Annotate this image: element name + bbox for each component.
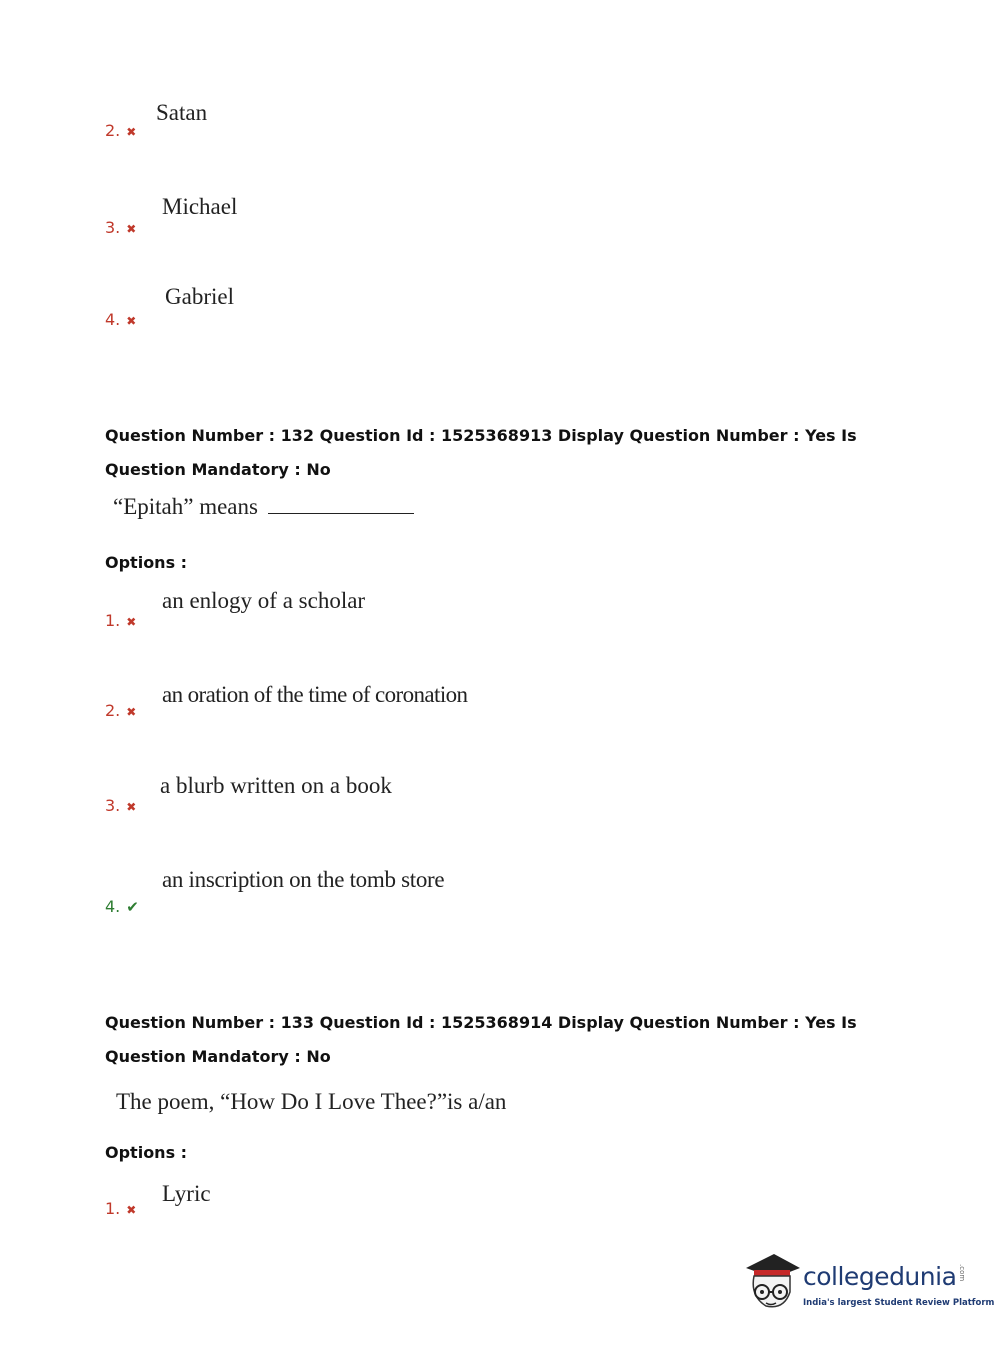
q133-option-1-number: [105, 1199, 136, 1218]
brand-name: collegedunia: [803, 1262, 957, 1291]
option-number: 4.: [105, 310, 121, 329]
option-number: 4.: [105, 897, 121, 916]
q132-option-2-number: [105, 701, 136, 720]
option-number: 1.: [105, 611, 121, 630]
cross-icon: ✖: [126, 615, 137, 629]
q131-option-4-number: [105, 310, 136, 329]
cross-icon: ✖: [126, 800, 137, 814]
q131-option-2-number: [105, 121, 136, 140]
q133-options-label: Options :: [105, 1143, 188, 1162]
q133-option-1-text: Lyric: [162, 1181, 211, 1206]
mascot-icon: [740, 1248, 802, 1316]
option-number: 3.: [105, 218, 121, 237]
option-number: 3.: [105, 796, 121, 815]
brand-suffix: .com: [958, 1264, 966, 1282]
cross-icon: ✖: [126, 705, 137, 719]
q132-option-4-text: an inscription on the tomb store: [162, 867, 445, 892]
cross-icon: ✖: [126, 125, 137, 139]
q132-header: Question Number : 132 Question Id : 1525368913 Display Question Number : Yes Is Question Mandatory : No: [105, 426, 857, 479]
q132-option-2-text: an oration of the time of coronation: [162, 682, 468, 707]
q131-option-3-number: [105, 218, 136, 237]
q132-option-3-number: [105, 796, 136, 815]
cross-icon: ✖: [126, 314, 137, 328]
option-number: 2.: [105, 121, 121, 140]
q132-option-4-number: [105, 897, 139, 916]
collegedunia-logo: [740, 1248, 995, 1318]
cross-icon: ✖: [126, 222, 137, 236]
cross-icon: ✖: [126, 1203, 137, 1217]
q131-option-4-text: Gabriel: [165, 284, 234, 309]
q132-option-1-number: [105, 611, 136, 630]
q133-question: The poem, “How Do I Love Thee?”is a/an: [116, 1089, 507, 1114]
q133-header: Question Number : 133 Question Id : 1525368914 Display Question Number : Yes Is Question Mandatory : No: [105, 1013, 857, 1066]
answer-blank: [268, 495, 414, 514]
brand-tagline: India's largest Student Review Platform: [803, 1298, 995, 1308]
q132-question: [113, 494, 414, 520]
q131-option-3-text: Michael: [162, 194, 238, 219]
option-number: 2.: [105, 701, 121, 720]
q132-option-3-text: a blurb written on a book: [160, 773, 392, 798]
q131-option-2-text: Satan: [156, 100, 208, 125]
q132-option-1-text: an enlogy of a scholar: [162, 588, 366, 613]
check-icon: ✔: [126, 898, 139, 916]
question-text: “Epitah” means: [113, 494, 258, 519]
q132-options-label: Options :: [105, 553, 188, 572]
option-number: 1.: [105, 1199, 121, 1218]
